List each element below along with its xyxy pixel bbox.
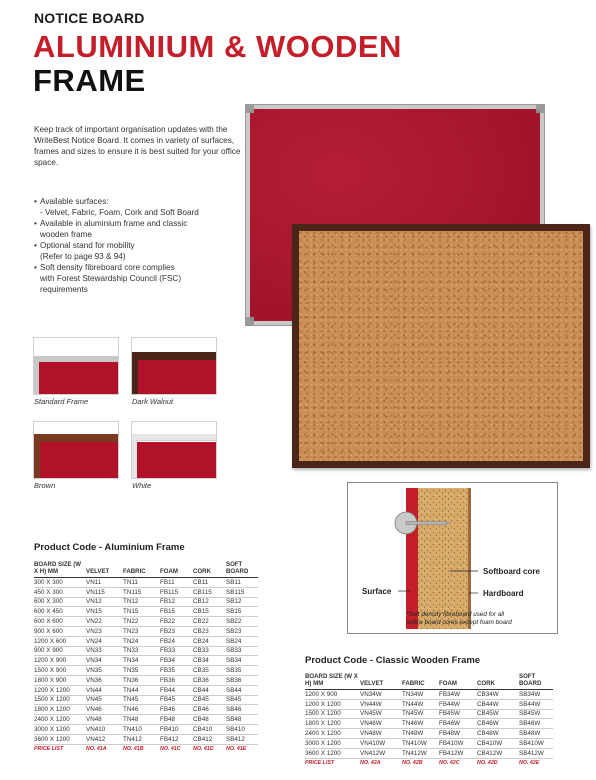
- price-list-ref: NO. 41B: [123, 746, 144, 753]
- table-cell: CB24: [193, 636, 226, 646]
- table-cell: VN412W: [360, 748, 402, 758]
- table-cell: SB48: [226, 715, 258, 725]
- feature-item: requirements: [40, 285, 88, 294]
- table-cell: FB34: [160, 656, 193, 666]
- price-list-row: [34, 744, 258, 754]
- frame-label-standard: Standard Frame: [34, 397, 89, 406]
- table-cell: VN44: [86, 685, 123, 695]
- table-cell: FB410W: [439, 738, 477, 748]
- table-cell: VN12: [86, 597, 123, 607]
- table-cell: CB45W: [477, 709, 519, 719]
- table-row: [305, 699, 553, 709]
- table-cell: TN410: [123, 724, 160, 734]
- feature-item: (Refer to page 93 & 94): [40, 252, 126, 261]
- table-cell: 1200 X 600: [34, 636, 86, 646]
- table-cell: TN12: [123, 597, 160, 607]
- table-cell: FB412: [160, 734, 193, 744]
- table-cell: TN46W: [402, 719, 439, 729]
- table-row: [305, 738, 553, 748]
- table-cell: TN24: [123, 636, 160, 646]
- column-header: BOARD SIZE (W X H) MM: [34, 560, 86, 578]
- feature-item: with Forest Stewardship Council (FSC): [40, 274, 182, 283]
- table-row: [34, 636, 258, 646]
- table-cell: 3600 X 1200: [305, 748, 360, 758]
- price-list-ref: NO. 42E: [519, 760, 540, 767]
- price-list-ref: NO. 42D: [477, 760, 498, 767]
- table-cell: FB23: [160, 626, 193, 636]
- table-cell: FB44W: [439, 699, 477, 709]
- column-header: VELVET: [360, 672, 402, 690]
- table-cell: VN45: [86, 695, 123, 705]
- price-list-ref: NO. 42A: [360, 760, 381, 767]
- table-cell: TN45W: [402, 709, 439, 719]
- table-cell: FB12: [160, 597, 193, 607]
- table-cell: 2400 X 1200: [34, 715, 86, 725]
- table-cell: SB48W: [519, 729, 553, 739]
- table-cell: SB23: [226, 626, 258, 636]
- table-cell: SB22: [226, 617, 258, 627]
- column-header: SOFT BOARD: [519, 672, 553, 690]
- table-cell: 3600 X 1200: [34, 734, 86, 744]
- table-cell: SB410W: [519, 738, 553, 748]
- column-header: SOFT BOARD: [226, 560, 258, 578]
- table-cell: SB33: [226, 646, 258, 656]
- price-list-row: [305, 758, 553, 768]
- table-cell: 1800 X 900: [34, 675, 86, 685]
- table-cell: TN46: [123, 705, 160, 715]
- table-cell: TN45: [123, 695, 160, 705]
- feature-item: • Available in aluminium frame and classic: [34, 218, 249, 229]
- table-row: [34, 646, 258, 656]
- aluminium-product-table: [34, 560, 258, 754]
- table-row: [34, 578, 258, 588]
- table-cell: 300 X 300: [34, 578, 86, 588]
- brown-frame-swatch: [33, 421, 119, 479]
- table-cell: CB44: [193, 685, 226, 695]
- column-header: CORK: [477, 672, 519, 690]
- table-cell: CB12: [193, 597, 226, 607]
- page-title-line2: FRAME: [33, 63, 146, 98]
- table-cell: SB24: [226, 636, 258, 646]
- table-row: [34, 597, 258, 607]
- table-cell: SB34: [226, 656, 258, 666]
- table-row: [34, 734, 258, 744]
- aluminium-table-title: Product Code - Aluminium Frame: [34, 542, 185, 553]
- table-row: [34, 705, 258, 715]
- frame-label-dark-walnut: Dark Walnut: [132, 397, 174, 406]
- category-label: NOTICE BOARD: [34, 10, 145, 26]
- column-header: FABRIC: [402, 672, 439, 690]
- table-cell: SB46W: [519, 719, 553, 729]
- table-cell: 3000 X 1200: [34, 724, 86, 734]
- table-cell: TN35: [123, 666, 160, 676]
- table-cell: SB15: [226, 607, 258, 617]
- table-cell: 900 X 900: [34, 646, 86, 656]
- table-cell: TN22: [123, 617, 160, 627]
- table-cell: 3000 X 1200: [305, 738, 360, 748]
- table-cell: TN23: [123, 626, 160, 636]
- table-cell: FB11: [160, 578, 193, 588]
- dark-walnut-frame-swatch: [131, 337, 217, 395]
- table-cell: VN410: [86, 724, 123, 734]
- table-cell: SB45: [226, 695, 258, 705]
- table-cell: CB44W: [477, 699, 519, 709]
- price-list-ref: PRICE LIST: [34, 746, 64, 753]
- price-list-ref: NO. 41E: [226, 746, 247, 753]
- wooden-table-title: Product Code - Classic Wooden Frame: [305, 655, 481, 666]
- table-cell: 600 X 600: [34, 617, 86, 627]
- table-cell: SB44W: [519, 699, 553, 709]
- table-cell: CB48: [193, 715, 226, 725]
- table-cell: 600 X 300: [34, 597, 86, 607]
- table-cell: CB48W: [477, 729, 519, 739]
- table-cell: TN34: [123, 656, 160, 666]
- table-cell: CB46: [193, 705, 226, 715]
- table-cell: FB33: [160, 646, 193, 656]
- table-cell: CB33: [193, 646, 226, 656]
- table-cell: 1200 X 1200: [305, 699, 360, 709]
- table-cell: FB410: [160, 724, 193, 734]
- column-header: VELVET: [86, 560, 123, 578]
- table-row: [305, 748, 553, 758]
- table-cell: VN412: [86, 734, 123, 744]
- table-cell: TN44: [123, 685, 160, 695]
- table-cell: SB36: [226, 675, 258, 685]
- core-note-line1: *Soft density fibreboard used for all: [406, 611, 505, 618]
- column-header: CORK: [193, 560, 226, 578]
- column-header: FOAM: [160, 560, 193, 578]
- table-cell: SB45W: [519, 709, 553, 719]
- board-cross-section-diagram: [347, 482, 558, 634]
- table-cell: FB22: [160, 617, 193, 627]
- feature-item: • Optional stand for mobility: [34, 240, 249, 251]
- feature-item: • Available surfaces:: [34, 196, 249, 207]
- surface-label: Surface: [362, 587, 392, 596]
- table-cell: VN46W: [360, 719, 402, 729]
- table-cell: SB412W: [519, 748, 553, 758]
- table-cell: TN48: [123, 715, 160, 725]
- table-cell: 1800 X 1200: [34, 705, 86, 715]
- table-cell: 1500 X 900: [34, 666, 86, 676]
- white-frame-swatch: [131, 421, 217, 479]
- table-cell: VN45W: [360, 709, 402, 719]
- table-cell: 1800 X 1200: [305, 719, 360, 729]
- table-row: [34, 666, 258, 676]
- table-row: [34, 675, 258, 685]
- table-cell: TN44W: [402, 699, 439, 709]
- table-cell: CB11: [193, 578, 226, 588]
- table-cell: TN15: [123, 607, 160, 617]
- table-cell: TN36: [123, 675, 160, 685]
- table-cell: 2400 X 1200: [305, 729, 360, 739]
- table-cell: CB15: [193, 607, 226, 617]
- table-cell: CB23: [193, 626, 226, 636]
- table-row: [34, 685, 258, 695]
- table-cell: FB45W: [439, 709, 477, 719]
- table-cell: VN46: [86, 705, 123, 715]
- table-row: [305, 719, 553, 729]
- column-header: BOARD SIZE (W X H) MM: [305, 672, 360, 690]
- table-cell: TN11: [123, 578, 160, 588]
- table-cell: VN11: [86, 578, 123, 588]
- price-list-ref: NO. 41A: [86, 746, 107, 753]
- table-cell: SB34W: [519, 690, 553, 700]
- table-cell: VN24: [86, 636, 123, 646]
- table-cell: CB46W: [477, 719, 519, 729]
- table-cell: VN48: [86, 715, 123, 725]
- cork-notice-board-image: [292, 224, 590, 468]
- feature-item: - Velvet, Fabric, Foam, Cork and Soft Board: [40, 208, 199, 217]
- table-cell: SB46: [226, 705, 258, 715]
- table-cell: VN410W: [360, 738, 402, 748]
- table-cell: 1200 X 1200: [34, 685, 86, 695]
- table-cell: CB35: [193, 666, 226, 676]
- column-header: FOAM: [439, 672, 477, 690]
- table-row: [34, 724, 258, 734]
- table-cell: 600 X 450: [34, 607, 86, 617]
- table-cell: SB11: [226, 578, 258, 588]
- table-cell: TN412W: [402, 748, 439, 758]
- table-cell: 1200 X 900: [34, 656, 86, 666]
- table-cell: TN48W: [402, 729, 439, 739]
- core-note: [406, 611, 512, 627]
- feature-item: • Soft density fibreboard core complies: [34, 262, 249, 273]
- table-cell: CB36: [193, 675, 226, 685]
- table-cell: VN22: [86, 617, 123, 627]
- table-cell: VN35: [86, 666, 123, 676]
- table-row: [305, 729, 553, 739]
- table-row: [34, 607, 258, 617]
- table-cell: VN48W: [360, 729, 402, 739]
- feature-item: wooden frame: [40, 230, 92, 239]
- table-cell: FB44: [160, 685, 193, 695]
- table-cell: VN36: [86, 675, 123, 685]
- table-cell: VN33: [86, 646, 123, 656]
- table-cell: CB410W: [477, 738, 519, 748]
- standard-frame-swatch: [33, 337, 119, 395]
- table-cell: TN412: [123, 734, 160, 744]
- table-cell: CB115: [193, 587, 226, 597]
- table-cell: FB46W: [439, 719, 477, 729]
- table-cell: TN33: [123, 646, 160, 656]
- core-note-line2: notice board cores except foam board: [406, 619, 512, 626]
- price-list-ref: NO. 42B: [402, 760, 423, 767]
- table-cell: SB35: [226, 666, 258, 676]
- table-cell: TN410W: [402, 738, 439, 748]
- table-cell: TN34W: [402, 690, 439, 700]
- table-cell: CB34: [193, 656, 226, 666]
- table-cell: CB410: [193, 724, 226, 734]
- table-cell: VN44W: [360, 699, 402, 709]
- table-cell: SB44: [226, 685, 258, 695]
- table-cell: VN23: [86, 626, 123, 636]
- table-cell: CB45: [193, 695, 226, 705]
- table-cell: FB48: [160, 715, 193, 725]
- price-list-ref: NO. 42C: [439, 760, 460, 767]
- price-list-ref: PRICE LIST: [305, 760, 335, 767]
- feature-list: [34, 196, 249, 295]
- table-cell: VN115: [86, 587, 123, 597]
- table-row: [34, 617, 258, 627]
- table-cell: 900 X 600: [34, 626, 86, 636]
- table-row: [34, 715, 258, 725]
- frame-label-white: White: [132, 481, 152, 490]
- hardboard-label: Hardboard: [483, 589, 524, 598]
- table-cell: CB22: [193, 617, 226, 627]
- table-row: [34, 656, 258, 666]
- table-cell: SB115: [226, 587, 258, 597]
- table-cell: SB412: [226, 734, 258, 744]
- table-cell: FB46: [160, 705, 193, 715]
- page-title-line1: ALUMINIUM & WOODEN: [33, 29, 402, 64]
- table-cell: FB15: [160, 607, 193, 617]
- table-cell: CB34W: [477, 690, 519, 700]
- price-list-ref: NO. 41C: [160, 746, 181, 753]
- table-cell: 450 X 300: [34, 587, 86, 597]
- softboard-core-label: Softboard core: [483, 567, 540, 576]
- table-cell: FB24: [160, 636, 193, 646]
- table-cell: FB35: [160, 666, 193, 676]
- intro-paragraph: Keep track of important organisation updates with the WriteBest Notice Board. It comes in variety of surfaces, frames and sizes to ensure it is best suited for your office space.: [34, 125, 241, 167]
- table-cell: FB412W: [439, 748, 477, 758]
- table-cell: CB412W: [477, 748, 519, 758]
- table-row: [305, 690, 553, 700]
- table-cell: FB34W: [439, 690, 477, 700]
- table-row: [34, 695, 258, 705]
- column-header: FABRIC: [123, 560, 160, 578]
- table-row: [34, 626, 258, 636]
- table-cell: FB48W: [439, 729, 477, 739]
- table-cell: 1500 X 1200: [305, 709, 360, 719]
- table-cell: TN115: [123, 587, 160, 597]
- table-row: [34, 587, 258, 597]
- table-cell: SB410: [226, 724, 258, 734]
- price-list-ref: NO. 41D: [193, 746, 214, 753]
- table-cell: VN34: [86, 656, 123, 666]
- table-cell: SB12: [226, 597, 258, 607]
- frame-label-brown: Brown: [34, 481, 56, 490]
- table-cell: 1200 X 900: [305, 690, 360, 700]
- table-cell: FB115: [160, 587, 193, 597]
- table-cell: FB45: [160, 695, 193, 705]
- wooden-product-table: [305, 672, 553, 768]
- table-cell: CB412: [193, 734, 226, 744]
- table-cell: FB36: [160, 675, 193, 685]
- table-cell: VN34W: [360, 690, 402, 700]
- table-row: [305, 709, 553, 719]
- table-cell: 1500 X 1200: [34, 695, 86, 705]
- table-cell: VN15: [86, 607, 123, 617]
